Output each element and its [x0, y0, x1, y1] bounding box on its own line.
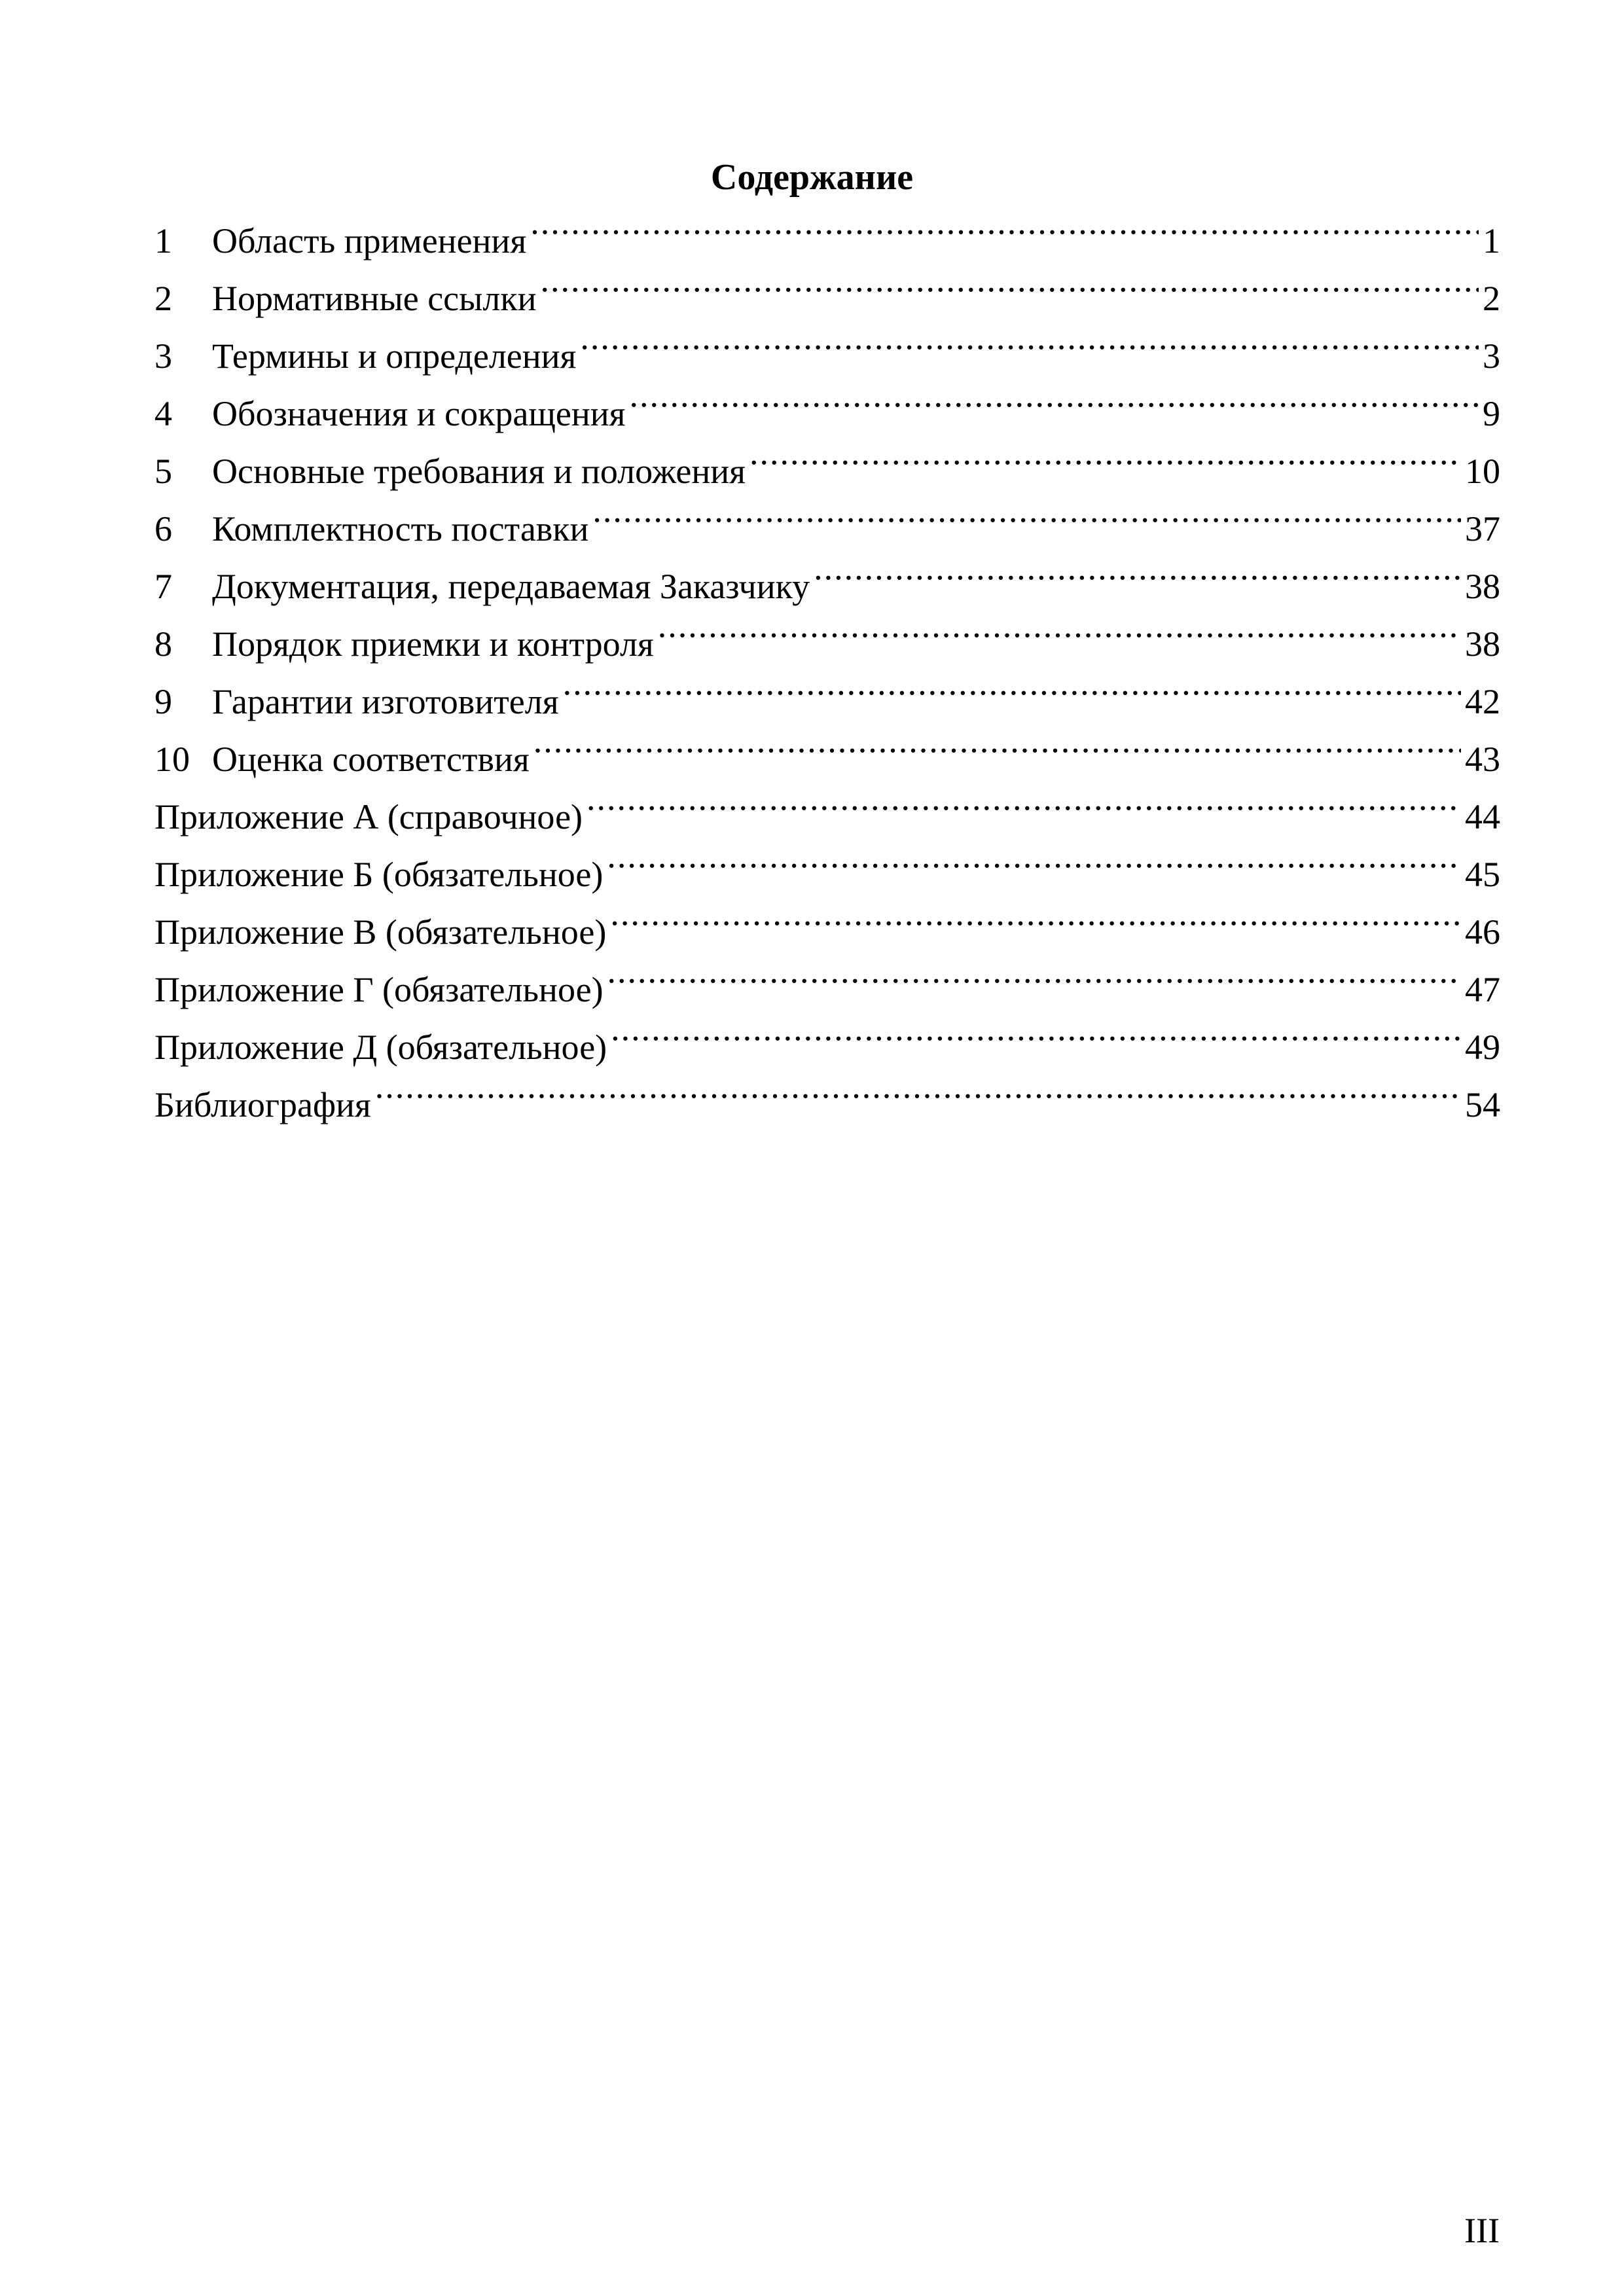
toc-entry-page: 44 — [1465, 797, 1500, 836]
toc-dot-leader — [814, 541, 1461, 598]
toc-entry-page: 38 — [1465, 567, 1500, 606]
toc-dot-leader — [611, 1001, 1461, 1059]
toc-entry-page: 3 — [1483, 336, 1500, 376]
toc-dot-leader — [563, 656, 1461, 713]
toc-dot-leader — [541, 253, 1479, 310]
toc-entry-page: 38 — [1465, 624, 1500, 664]
toc-dot-leader — [658, 598, 1461, 656]
toc-dot-leader — [610, 886, 1461, 944]
toc-entry-number: 9 — [154, 682, 172, 721]
toc-entry-label: Документация, передаваемая Заказчику — [212, 567, 810, 606]
toc-entry-label: Гарантии изготовителя — [212, 682, 559, 721]
toc-entry-label: Нормативные ссылки — [212, 279, 537, 318]
toc-entry-page: 49 — [1465, 1028, 1500, 1067]
toc-entry-page: 45 — [1465, 855, 1500, 894]
toc-entry-label: Приложение А (справочное) — [154, 797, 583, 836]
toc-entry-number: 1 — [154, 221, 172, 260]
toc-dot-leader — [375, 1059, 1461, 1117]
toc-list — [154, 195, 1500, 1124]
toc-title: Содержание — [710, 157, 914, 198]
toc-entry-number: 8 — [154, 624, 172, 664]
toc-entry-page: 10 — [1465, 452, 1500, 491]
toc-dot-leader — [586, 771, 1461, 829]
toc-entry-number: 2 — [154, 279, 172, 318]
toc-entry-number: 7 — [154, 567, 172, 606]
toc-entry-label: Порядок приемки и контроля — [212, 624, 654, 664]
toc-entry-number: 6 — [154, 509, 172, 548]
toc-entry-label: Приложение В (обязательное) — [154, 912, 607, 952]
toc-dot-leader — [607, 944, 1461, 1001]
toc-entry-page: 43 — [1465, 740, 1500, 779]
toc-entry-page: 9 — [1483, 394, 1500, 433]
toc-entry-label: Комплектность поставки — [212, 509, 589, 548]
toc-dot-leader — [592, 483, 1461, 541]
toc-entry-number: 10 — [154, 740, 190, 779]
toc-dot-leader — [530, 195, 1479, 253]
toc-entry-page: 2 — [1483, 279, 1500, 318]
toc-entry-page: 46 — [1465, 912, 1500, 952]
toc-entry-label: Термины и определения — [212, 336, 577, 376]
toc-dot-leader — [533, 713, 1461, 771]
toc-entry-label: Область применения — [212, 221, 527, 260]
toc-entry-label: Приложение Г (обязательное) — [154, 970, 604, 1009]
page-number: III — [1464, 2211, 1500, 2250]
toc-entry-page: 47 — [1465, 970, 1500, 1009]
toc-entry — [154, 195, 1500, 260]
toc-dot-leader — [630, 368, 1479, 425]
toc-entry-page: 54 — [1465, 1085, 1500, 1124]
toc-dot-leader — [607, 829, 1461, 886]
toc-entry-label: Приложение Б (обязательное) — [154, 855, 604, 894]
toc-entry-label: Библиография — [154, 1085, 371, 1124]
toc-entry-page: 42 — [1465, 682, 1500, 721]
toc-entry-label: Основные требования и положения — [212, 452, 746, 491]
toc-entry-label: Приложение Д (обязательное) — [154, 1028, 607, 1067]
toc-entry-number: 3 — [154, 336, 172, 376]
toc-entry-page: 37 — [1465, 509, 1500, 548]
toc-entry-label: Оценка соответствия — [212, 740, 530, 779]
toc-entry-number: 5 — [154, 452, 172, 491]
toc-dot-leader — [749, 425, 1461, 483]
toc-entry-label: Обозначения и сокращения — [212, 394, 626, 433]
toc-dot-leader — [580, 310, 1479, 368]
toc-entry-number: 4 — [154, 394, 172, 433]
toc-entry-page: 1 — [1483, 221, 1500, 260]
